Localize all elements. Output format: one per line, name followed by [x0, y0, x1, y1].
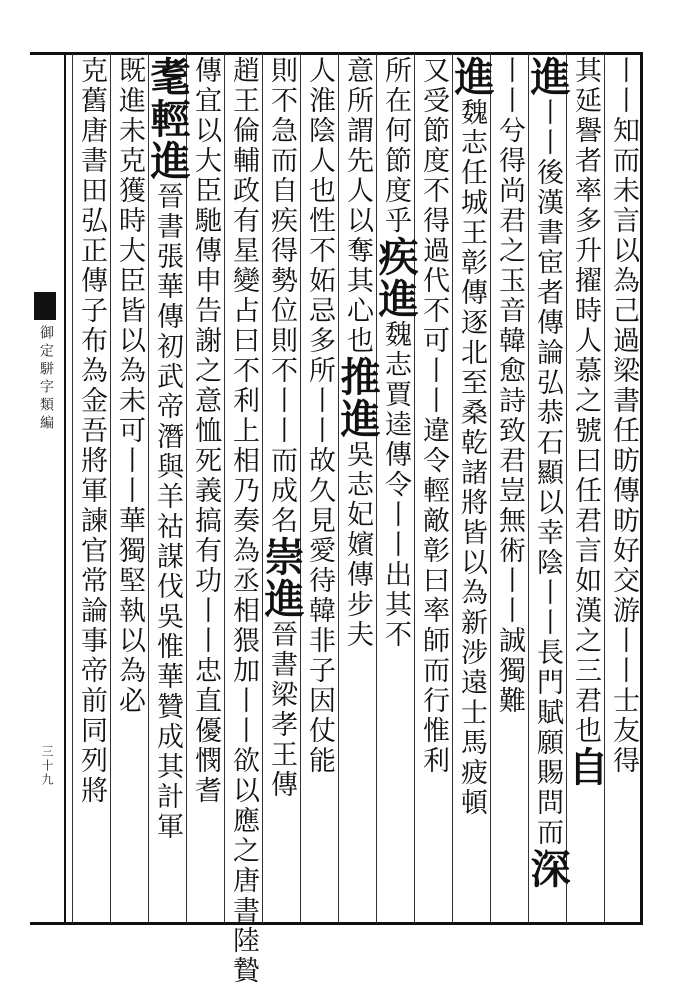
column-text: 克舊唐書田弘正傳子布為金吾將軍諫官常論事帝前同列將 — [76, 56, 107, 806]
text-column-7 — [372, 56, 419, 918]
frame-left-border — [64, 52, 66, 925]
text-column-8 — [334, 56, 381, 918]
text-column-4 — [490, 56, 528, 918]
fish-tail-mark — [34, 292, 56, 320]
column-text: 丨丨知而未言以為己過梁書任昉傳昉好交游丨丨士友得 — [608, 56, 639, 776]
headword: 深 — [524, 848, 571, 890]
text-column-14 — [110, 56, 148, 918]
margin-strip — [30, 52, 64, 925]
headword: 耄輕進 — [144, 56, 191, 182]
column-text: 晉書梁孝王傳 — [266, 620, 297, 800]
column-text: 丨丨後漢書宦者傳論弘恭石顯以幸陰丨丨長門賦願賜問而 — [532, 98, 563, 848]
frame-top-border — [30, 52, 642, 55]
text-column-5 — [448, 56, 495, 918]
column-text: 趙王倫輔政有星變占曰不利上相乃奏為丞相猥加丨丨欲以應之唐書陸贄 — [228, 56, 259, 986]
column-text: 既進未克獲時大臣皆以為未可丨丨華獨堅執以為必 — [114, 56, 145, 716]
text-column-2 — [562, 56, 609, 918]
page-number: 三十九 — [40, 745, 54, 787]
column-text: 其延譽者率多升擢時人慕之號曰任君言如漢之三君也 — [570, 56, 601, 746]
column-text: 魏志賈逵傳令丨丨出其不 — [380, 320, 411, 650]
headword: 崇進 — [258, 536, 305, 620]
headword: 疾進 — [372, 236, 419, 320]
headword: 進 — [448, 56, 495, 98]
frame-bottom-border — [30, 922, 642, 925]
text-column-3 — [524, 56, 571, 918]
column-text: 魏志任城王彰傳逐北至桑乾諸將皆以為新涉遠士馬疲頓 — [456, 98, 487, 818]
column-text: 所在何節度乎 — [380, 56, 411, 236]
column-text: 又受節度不得過代不可丨丨違令輕敵彰曰率師而行惟利 — [418, 56, 449, 776]
text-column-12 — [186, 56, 224, 918]
column-text: 人淮陰人也性不妬忌多所丨丨故久見愛待韓非子因仗能 — [304, 56, 335, 776]
column-text: 晉書張華傳初武帝潛與羊祜謀伐吳惟華贊成其計軍 — [152, 182, 183, 842]
column-text: 則不急而自疾得勢位則不丨丨而成名 — [266, 56, 297, 536]
column-text: 吳志妃嬪傳步夫 — [342, 440, 373, 650]
column-text: 意所謂先人以奪其心也 — [342, 56, 373, 356]
column-text: 丨丨兮得尚君之玉音韓愈詩致君豈無術丨丨誠獨難 — [494, 56, 525, 716]
text-column-10 — [258, 56, 305, 918]
book-title: 御定駢字類編 — [38, 325, 54, 433]
text-column-15 — [72, 56, 110, 918]
column-text: 傳宜以大臣馳傳申告謝之意恤死義搞有功丨丨忠直優憫耆 — [190, 56, 221, 806]
text-column-13 — [144, 56, 191, 918]
text-column-9 — [300, 56, 338, 918]
headword: 推進 — [334, 356, 381, 440]
text-column-1 — [604, 56, 642, 918]
text-column-6 — [414, 56, 452, 918]
headword: 進 — [524, 56, 571, 98]
headword: 自 — [562, 746, 609, 788]
text-column-11 — [224, 56, 262, 986]
